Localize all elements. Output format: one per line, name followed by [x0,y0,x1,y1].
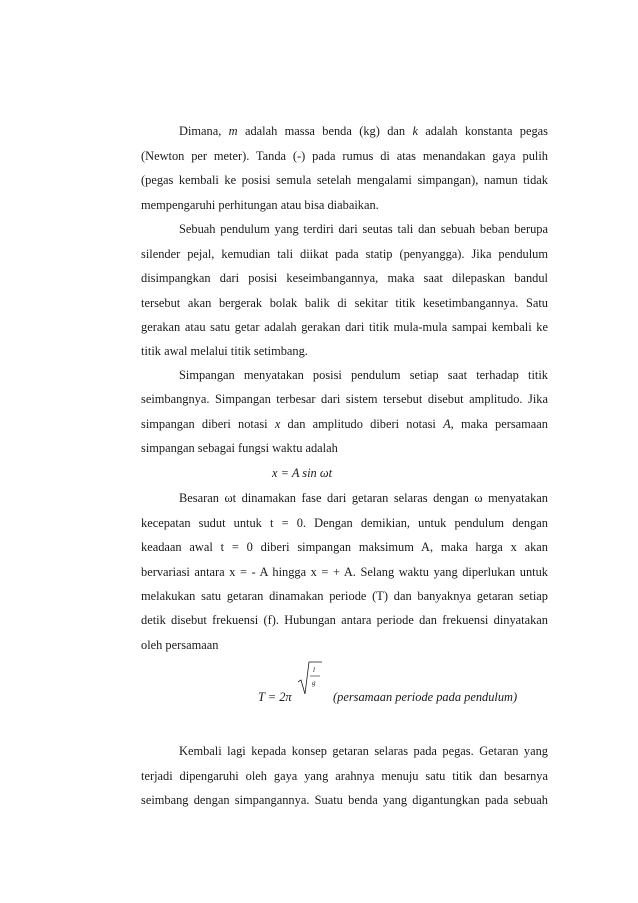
paragraph-line: seimbangnya. Simpangan terbesar dari sistem tersebut disebut amplitudo. Jika [141,392,548,406]
equation-period-lhs: T = 2π [258,690,292,704]
paragraph-line: terjadi dipengaruhi oleh gaya yang arahnya menuju satu titik dan besarnya [141,769,548,783]
paragraph-line: gerakan atau satu getar adalah gerakan dari titik mula-mula sampai kembali ke [141,320,548,334]
paragraph-line: simpangan diberi notasi x dan amplitudo diberi notasi A, maka persamaan [141,417,548,431]
paragraph-line: oleh persamaan [141,638,219,652]
sqrt-symbol [298,660,322,696]
equation-displacement: x = A sin ωt [272,466,333,480]
paragraph-line: melakukan satu getaran dinamakan periode (T) dan banyaknya getaran setiap [141,589,548,603]
paragraph-line: detik disebut frekuensi (f). Hubungan antara periode dan frekuensi dinyatakan [141,613,548,627]
paragraph-line: titik awal melalui titik setimbang. [141,344,308,358]
equation-period-caption: (persamaan periode pada pendulum) [333,690,518,704]
fraction-numerator: l [313,666,315,674]
paragraph-line: Sebuah pendulum yang terdiri dari seutas tali dan sebuah beban berupa [179,222,548,236]
paragraph-line: silender pejal, kemudian tali diikat pada statip (penyangga). Jika pendulum [141,247,548,261]
paragraph-line: keadaan awal t = 0 diberi simpangan maksimum A, maka harga x akan [141,540,548,554]
paragraph-line: disimpangkan dari posisi keseimbangannya, maka saat dilepaskan bandul [141,271,548,285]
paragraph-line: seimbang dengan simpangannya. Suatu benda yang digantungkan pada sebuah [141,793,548,807]
fraction-denominator: g [312,679,316,687]
paragraph-line: Dimana, m adalah massa benda (kg) dan k adalah konstanta pegas [179,124,549,138]
paragraph-line: Kembali lagi kepada konsep getaran selaras pada pegas. Getaran yang [179,744,548,758]
paragraph-line: Simpangan menyatakan posisi pendulum setiap saat terhadap titik [179,368,548,382]
paragraph-line: bervariasi antara x = - A hingga x = + A. Selang waktu yang diperlukan untuk [141,565,548,579]
paragraph-line: (pegas kembali ke posisi semula setelah mengalami simpangan), namun tidak [141,173,548,187]
paragraph-line: kecepatan sudut untuk t = 0. Dengan demikian, untuk pendulum dengan [141,516,548,530]
paragraph-line: (Newton per meter). Tanda (-) pada rumus di atas menandakan gaya pulih [141,149,548,163]
paragraph-line: simpangan sebagai fungsi waktu adalah [141,441,338,455]
paragraph-line: Besaran ωt dinamakan fase dari getaran selaras dengan ω menyatakan [179,491,548,505]
paragraph-line: mempengaruhi perhitungan atau bisa diabaikan. [141,198,379,212]
paragraph-line: tersebut akan bergerak bolak balik di sekitar titik kesetimbangannya. Satu [141,296,548,310]
